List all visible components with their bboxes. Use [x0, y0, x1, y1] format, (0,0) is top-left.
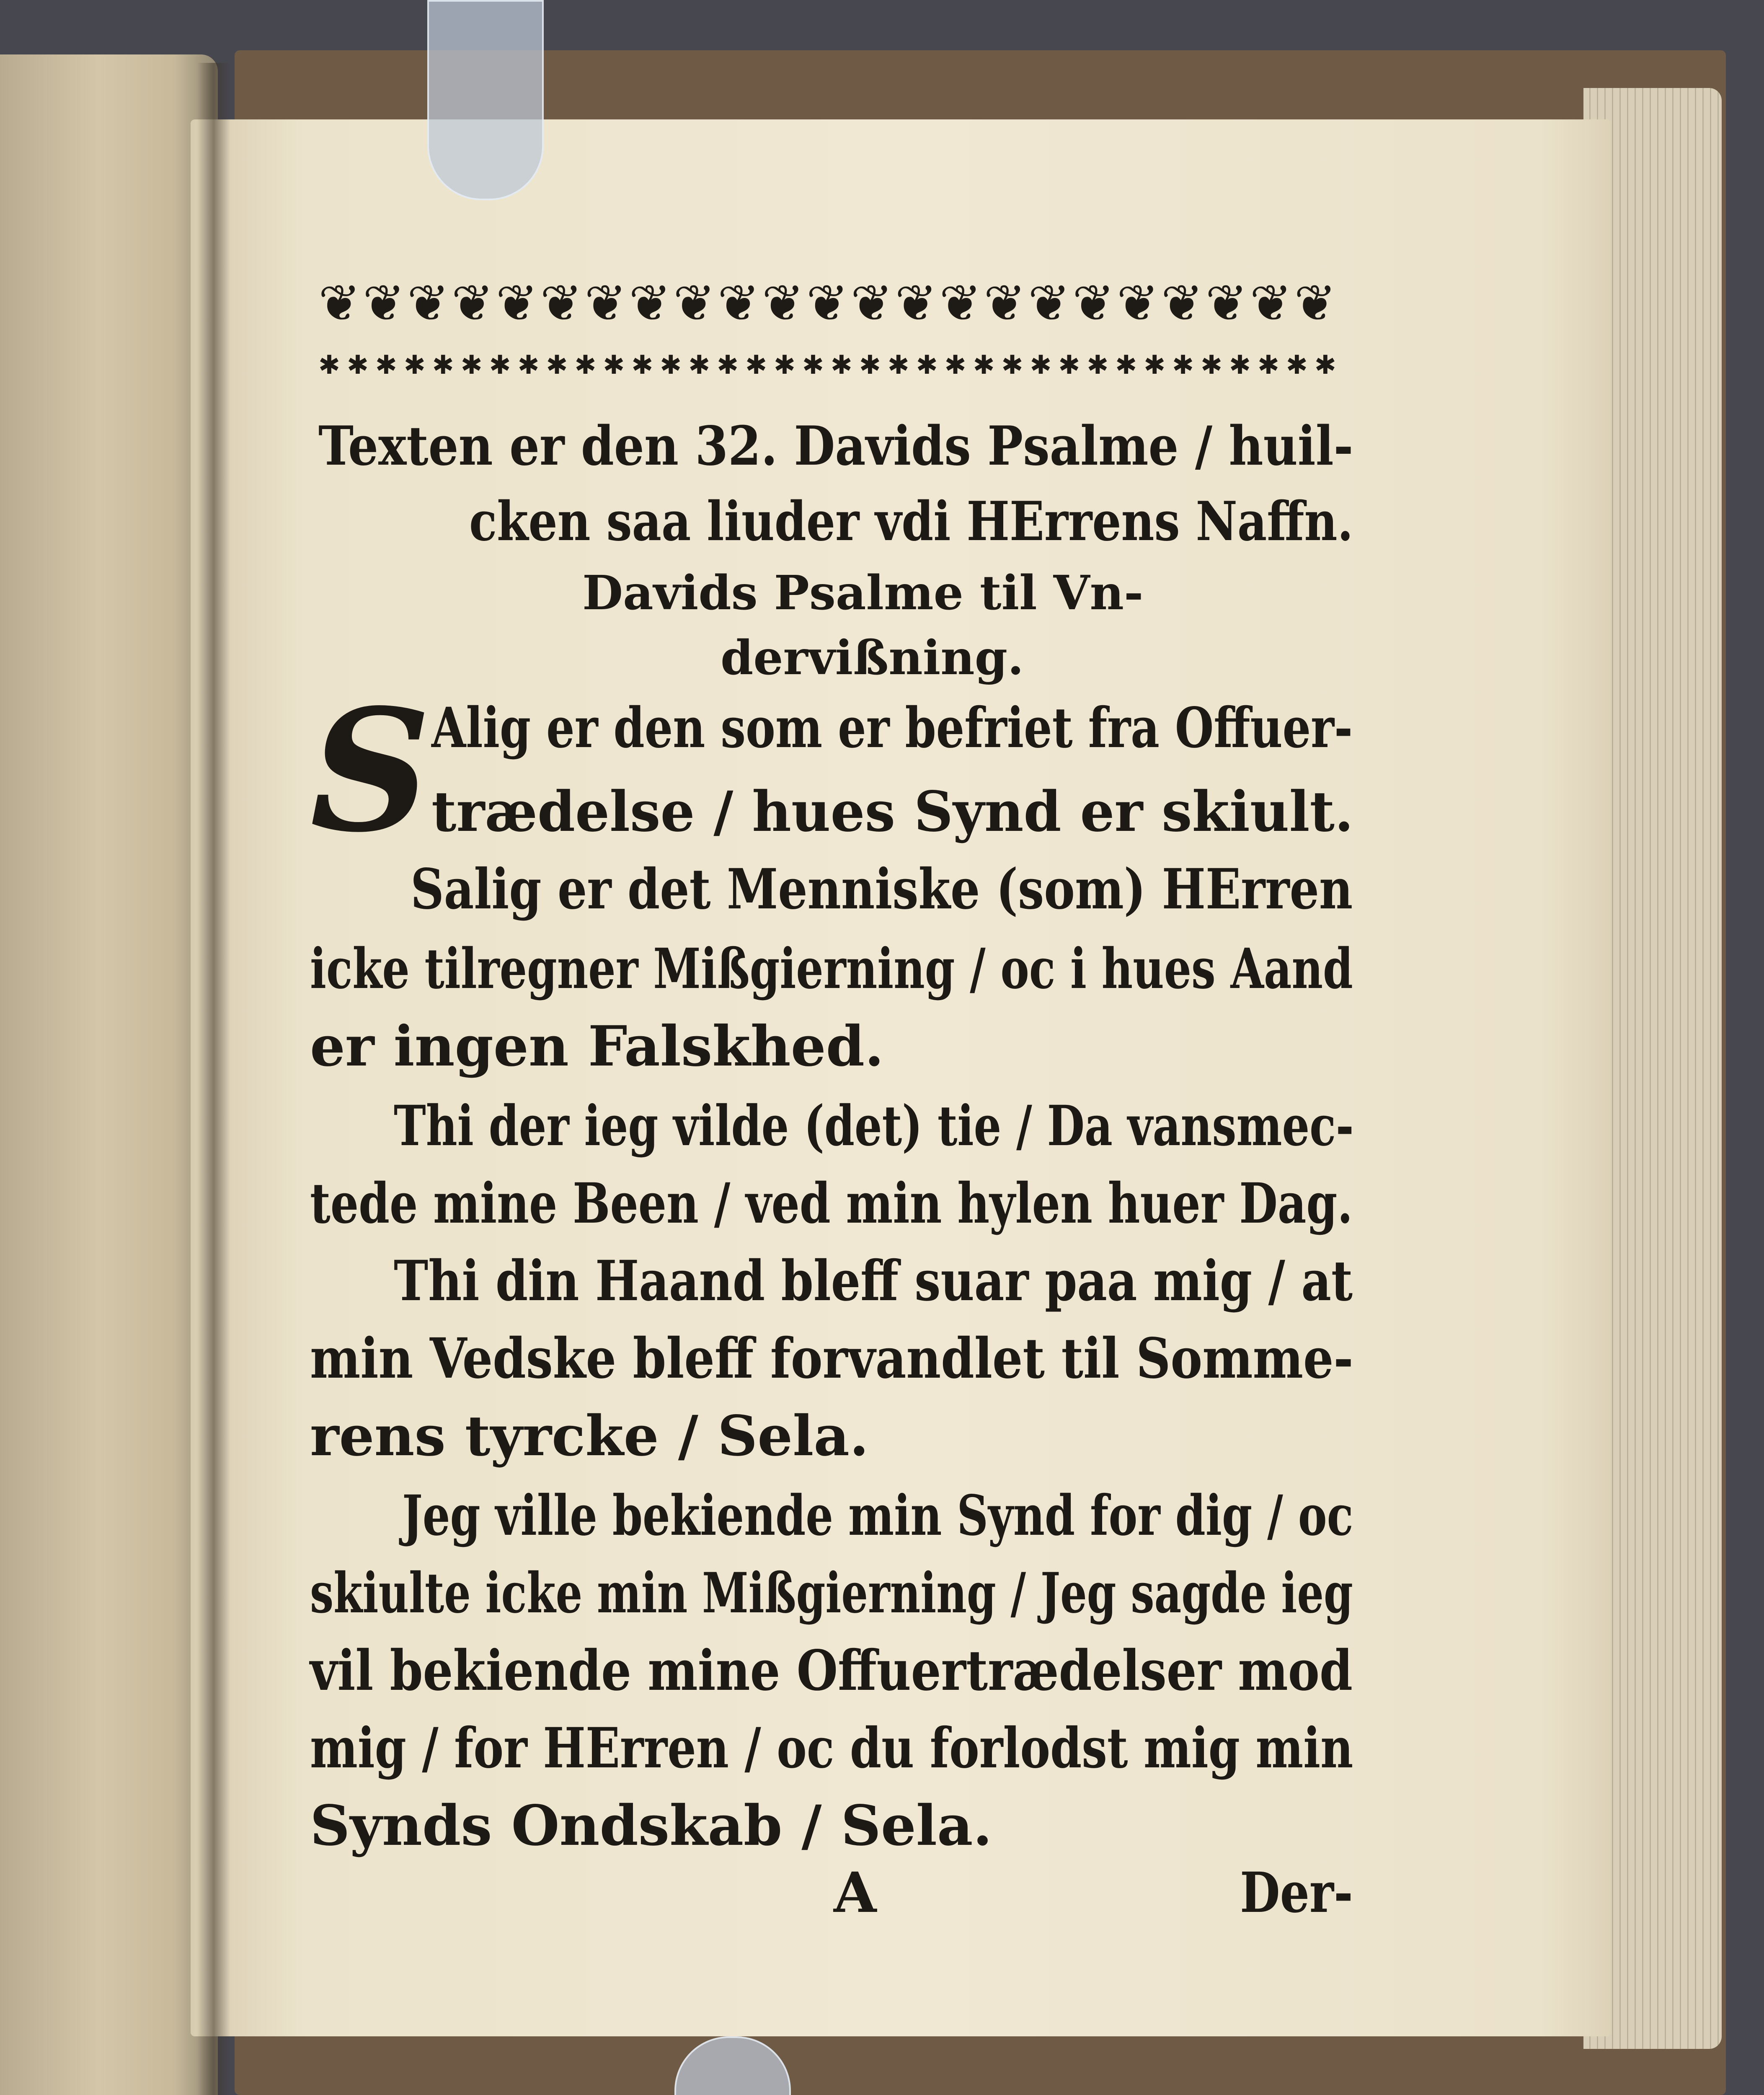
- asterisk-star-icon: ✱: [944, 349, 966, 380]
- asterisk-star-icon: ✱: [1172, 349, 1194, 380]
- floral-fleuron-icon: ❦: [407, 274, 449, 333]
- asterisk-star-icon: ✱: [1001, 349, 1023, 380]
- body-line: Salig er det Menniske (som) HErren: [411, 857, 1353, 922]
- floral-fleuron-icon: ❦: [1116, 274, 1159, 333]
- floral-fleuron-icon: ❦: [1028, 274, 1070, 333]
- subheading-line-1: Davids Psalme til Vn-: [582, 566, 1144, 621]
- body-line: mig / for HErren / oc du forlodst mig min: [310, 1716, 1353, 1781]
- floral-fleuron-icon: ❦: [1161, 274, 1204, 333]
- floral-fleuron-icon: ❦: [1294, 274, 1336, 333]
- floral-fleuron-icon: ❦: [584, 274, 627, 333]
- left-page: [0, 54, 218, 2095]
- body-line: Jeg ville bekiende min Synd for dig / oc: [402, 1483, 1353, 1548]
- asterisk-star-icon: ✱: [346, 349, 369, 380]
- book-gutter: [197, 63, 230, 2095]
- asterisk-star-icon: ✱: [1257, 349, 1279, 380]
- floral-fleuron-icon: ❦: [540, 274, 582, 333]
- catchword: Der-: [1240, 1860, 1353, 1925]
- asterisk-star-icon: ✱: [517, 349, 540, 380]
- asterisk-star-icon: ✱: [1144, 349, 1166, 380]
- asterisk-star-icon: ✱: [489, 349, 511, 380]
- asterisk-star-icon: ✱: [830, 349, 852, 380]
- asterisk-star-icon: ✱: [631, 349, 653, 380]
- floral-fleuron-icon: ❦: [762, 274, 804, 333]
- signature-mark: A: [834, 1860, 877, 1925]
- asterisk-star-icon: ✱: [802, 349, 824, 380]
- asterisk-star-icon: ✱: [774, 349, 795, 380]
- subheading-line-2: dervißning.: [721, 631, 1024, 685]
- floral-fleuron-icon: ❦: [1072, 274, 1115, 333]
- asterisk-star-icon: ✱: [318, 349, 340, 380]
- asterisk-star-icon: ✱: [1087, 349, 1109, 380]
- asterisk-star-icon: ✱: [574, 349, 597, 380]
- body-line: skiulte icke min Mißgierning / Jeg sagde ieg: [310, 1561, 1353, 1626]
- floral-fleuron-icon: ❦: [673, 274, 715, 333]
- asterisk-star-icon: ✱: [375, 349, 397, 380]
- asterisk-star-icon: ✱: [1115, 349, 1137, 380]
- heading-line-2: cken saa liuder vdi HErrens Naffn.: [469, 490, 1353, 553]
- floral-fleuron-icon: ❦: [806, 274, 849, 333]
- asterisk-star-icon: ✱: [973, 349, 995, 380]
- asterisk-star-icon: ✱: [859, 349, 881, 380]
- body-line: er ingen Falskhed.: [310, 1014, 884, 1079]
- floral-ornament-row: [318, 274, 1336, 333]
- floral-fleuron-icon: ❦: [850, 274, 893, 333]
- body-line: icke tilregner Mißgierning / oc i hues Aand: [310, 936, 1353, 1001]
- star-ornament-row: [318, 349, 1336, 380]
- body-line: Thi din Haand bleff suar paa mig / at: [394, 1249, 1353, 1314]
- asterisk-star-icon: ✱: [403, 349, 426, 380]
- floral-fleuron-icon: ❦: [362, 274, 405, 333]
- body-line: trædelse / hues Synd er skiult.: [431, 779, 1353, 844]
- asterisk-star-icon: ✱: [1229, 349, 1251, 380]
- asterisk-star-icon: ✱: [745, 349, 767, 380]
- asterisk-star-icon: ✱: [1314, 349, 1336, 380]
- asterisk-star-icon: ✱: [460, 349, 483, 380]
- floral-fleuron-icon: ❦: [1250, 274, 1292, 333]
- floral-fleuron-icon: ❦: [984, 274, 1026, 333]
- floral-fleuron-icon: ❦: [717, 274, 760, 333]
- floral-fleuron-icon: ❦: [496, 274, 538, 333]
- body-line: rens tyrcke / Sela.: [310, 1404, 869, 1469]
- asterisk-star-icon: ✱: [1030, 349, 1052, 380]
- body-line: vil bekiende mine Offuertrædelser mod: [310, 1638, 1353, 1703]
- body-line: Alig er den som er befriet fra Offuer-: [431, 696, 1353, 760]
- body-line: min Vedske bleff forvandlet til Somme-: [310, 1326, 1353, 1391]
- asterisk-star-icon: ✱: [546, 349, 568, 380]
- page-clip-top: [427, 0, 544, 200]
- asterisk-star-icon: ✱: [688, 349, 710, 380]
- body-line: Thi der ieg vilde (det) tie / Da vansmec-: [394, 1094, 1354, 1159]
- asterisk-star-icon: ✱: [603, 349, 625, 380]
- floral-fleuron-icon: ❦: [1205, 274, 1248, 333]
- asterisk-star-icon: ✱: [887, 349, 909, 380]
- floral-fleuron-icon: ❦: [318, 274, 361, 333]
- asterisk-star-icon: ✱: [717, 349, 739, 380]
- asterisk-star-icon: ✱: [916, 349, 938, 380]
- asterisk-star-icon: ✱: [660, 349, 682, 380]
- floral-fleuron-icon: ❦: [629, 274, 671, 333]
- body-line: Synds Ondskab / Sela.: [310, 1793, 992, 1858]
- heading-line-1: Texten er den 32. Davids Psalme / huil-: [318, 415, 1353, 478]
- asterisk-star-icon: ✱: [1058, 349, 1080, 380]
- asterisk-star-icon: ✱: [432, 349, 454, 380]
- body-line: tede mine Been / ved min hylen huer Dag.: [310, 1171, 1353, 1236]
- drop-cap: S: [310, 672, 431, 869]
- floral-fleuron-icon: ❦: [895, 274, 937, 333]
- floral-fleuron-icon: ❦: [451, 274, 494, 333]
- floral-fleuron-icon: ❦: [939, 274, 981, 333]
- asterisk-star-icon: ✱: [1201, 349, 1223, 380]
- asterisk-star-icon: ✱: [1286, 349, 1308, 380]
